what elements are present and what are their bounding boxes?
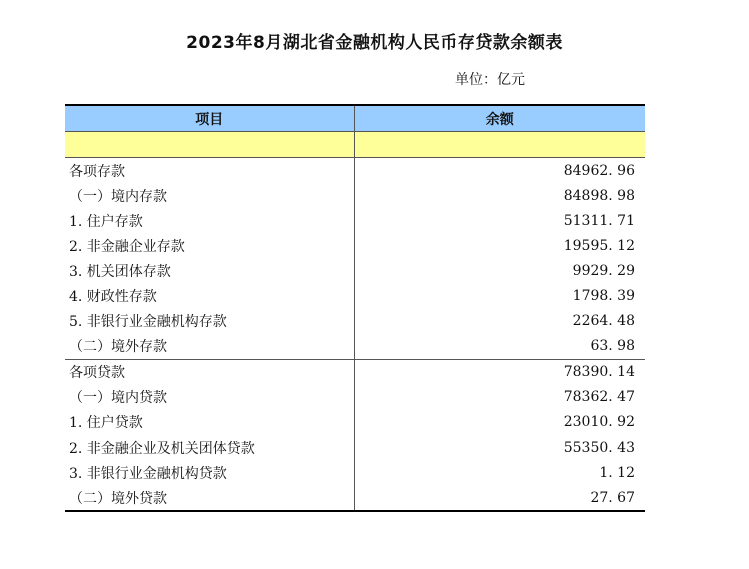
table-row	[65, 410, 645, 435]
header-balance: 余额	[354, 105, 645, 132]
row-value: 23010. 92	[563, 414, 635, 431]
header-item: 项目	[65, 105, 354, 132]
row-value: 51311. 71	[563, 212, 635, 229]
row-value: 63. 98	[590, 338, 635, 355]
table-row	[65, 208, 645, 233]
table-row	[65, 385, 645, 410]
row-value: 9929. 29	[572, 262, 635, 279]
table-row	[65, 485, 645, 511]
row-label: 各项存款	[65, 158, 354, 184]
row-value: 78390. 14	[354, 359, 645, 385]
row-label: （二）境外贷款	[65, 485, 354, 511]
table-row	[65, 258, 645, 283]
table-header-row	[65, 105, 645, 132]
row-label: （一）境内贷款	[65, 385, 354, 410]
table-row	[65, 283, 645, 308]
row-label: 3. 非银行业金融机构贷款	[65, 460, 354, 485]
row-value: 84962. 96	[563, 162, 635, 179]
table-subheader-row	[65, 132, 645, 158]
table-row	[65, 309, 645, 334]
row-label: 5. 非银行业金融机构存款	[65, 309, 354, 334]
row-label: 1. 住户贷款	[65, 410, 354, 435]
row-value: 1. 12	[599, 464, 635, 481]
row-value: 1798. 39	[572, 288, 635, 305]
row-value: 2264. 48	[572, 313, 635, 330]
table-row	[65, 334, 645, 360]
table-row	[65, 359, 645, 385]
table-row	[65, 460, 645, 485]
row-label: 各项贷款	[65, 359, 354, 385]
row-value: 78362. 47	[563, 389, 635, 406]
table-row	[65, 158, 645, 184]
row-label: 1. 住户存款	[65, 208, 354, 233]
row-label: （一）境内存款	[65, 183, 354, 208]
table-row	[65, 233, 645, 258]
unit-label: 单位：亿元	[455, 72, 525, 88]
row-label: 2. 非金融企业存款	[65, 233, 354, 258]
table-row	[65, 435, 645, 460]
table-row	[65, 183, 645, 208]
row-label: （二）境外存款	[65, 334, 354, 360]
row-value: 55350. 43	[563, 439, 635, 456]
row-label: 3. 机关团体存款	[65, 258, 354, 283]
row-value: 27. 67	[354, 485, 645, 511]
row-value: 84898. 98	[563, 187, 635, 204]
deposit-loan-table	[65, 104, 645, 512]
page-title: 2023年8月湖北省金融机构人民币存贷款余额表	[186, 33, 563, 53]
row-value: 19595. 12	[563, 237, 635, 254]
row-label: 4. 财政性存款	[65, 283, 354, 308]
row-label: 2. 非金融企业及机关团体贷款	[65, 435, 354, 460]
